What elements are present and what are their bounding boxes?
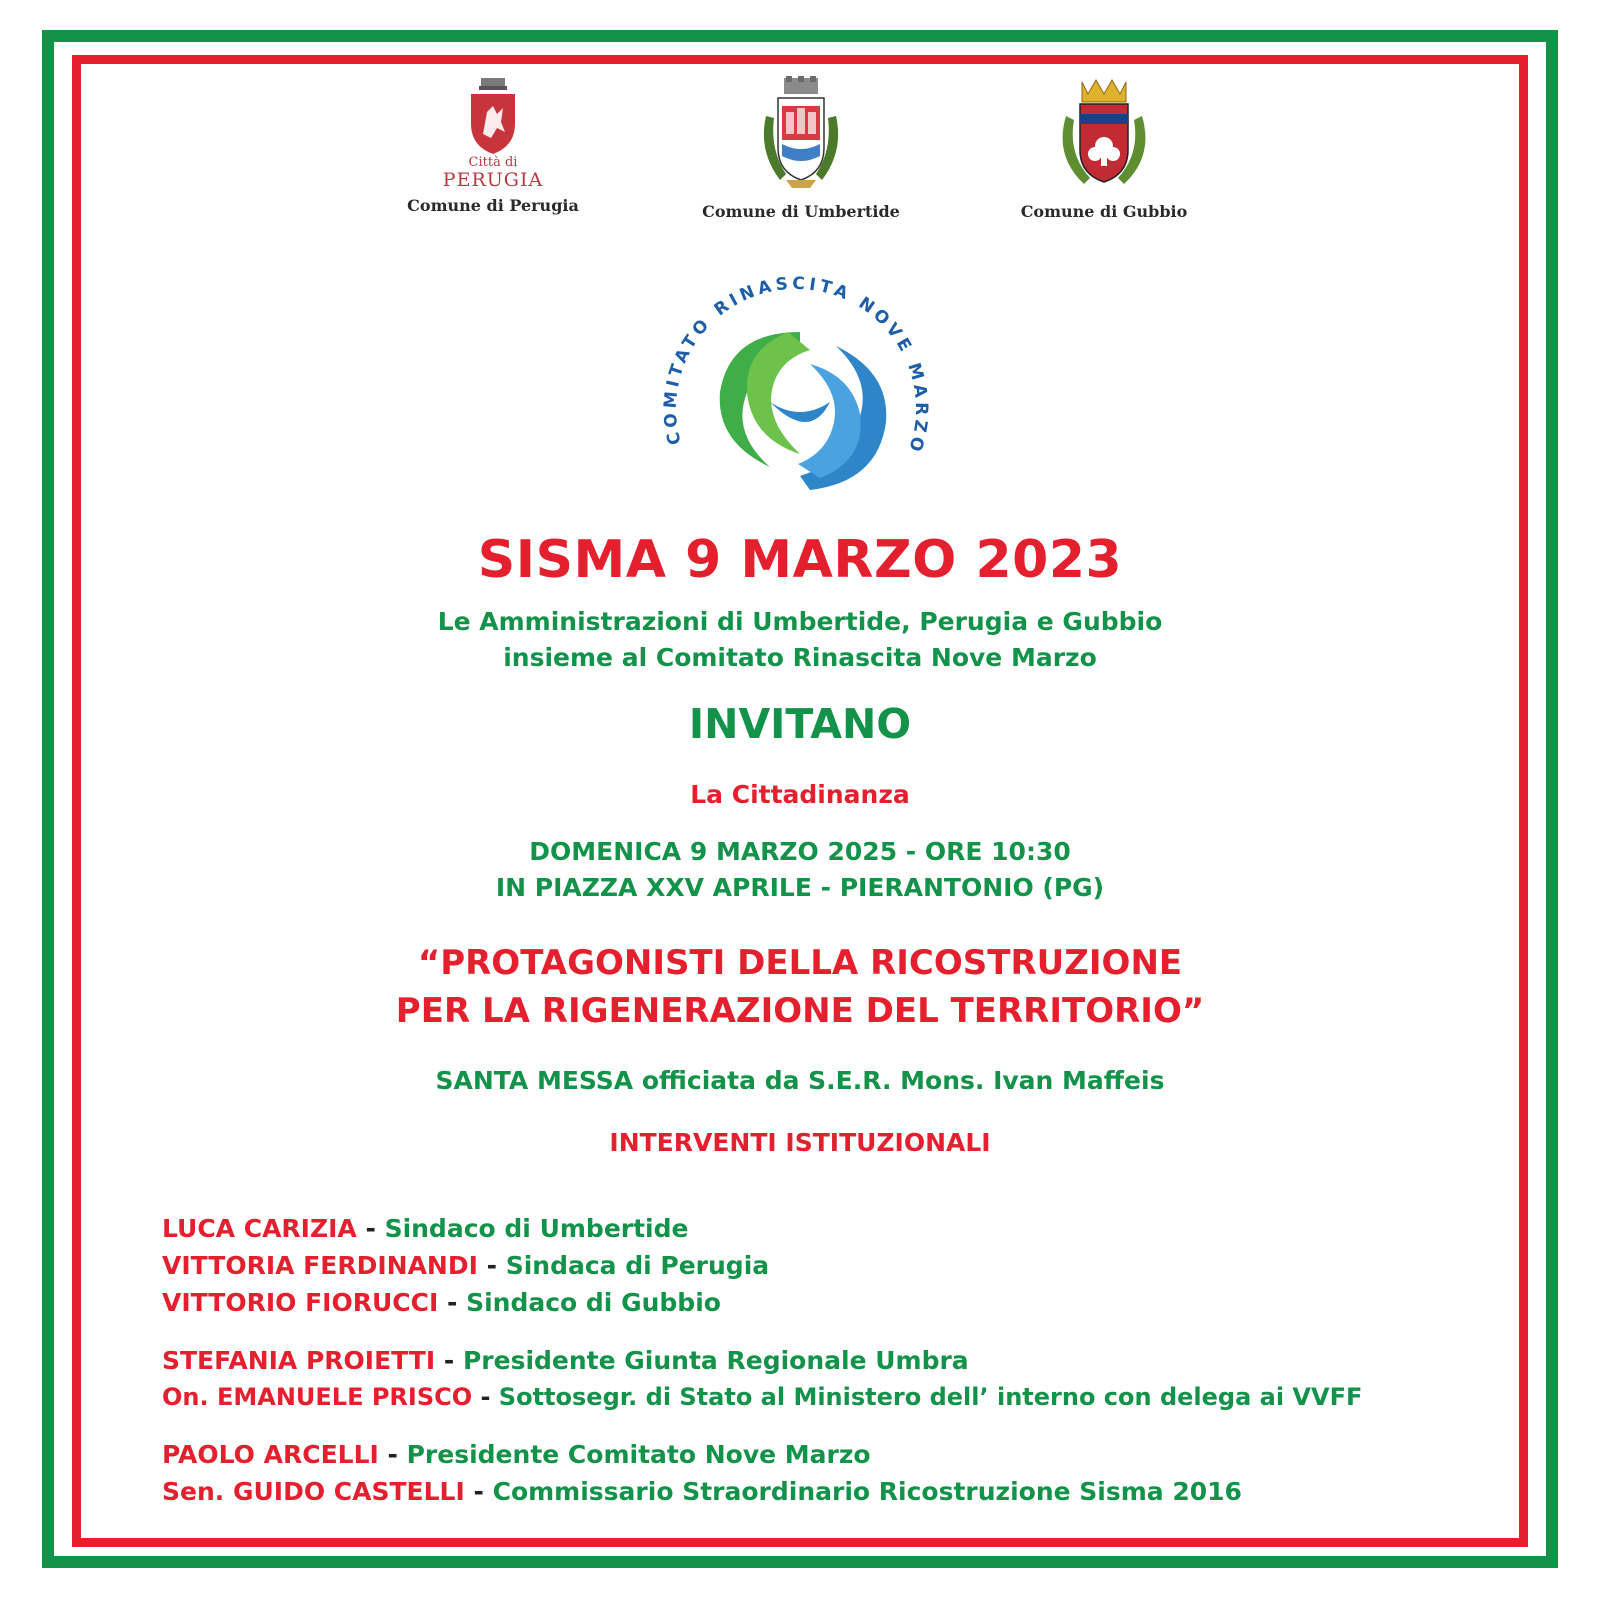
speaker-name: Sen. GUIDO CASTELLI	[162, 1477, 465, 1506]
invitano-heading: INVITANO	[688, 700, 912, 748]
speaker-name: On. EMANUELE PRISCO	[162, 1383, 473, 1411]
logo-gubbio	[984, 76, 1224, 221]
speaker-role: Commissario Straordinario Ricostruzione Sisma 2016	[492, 1477, 1242, 1506]
perugia-griffin-emblem-icon	[463, 76, 523, 156]
speaker-group-3	[162, 1436, 1522, 1510]
municipal-logos	[0, 76, 1600, 246]
speaker-role: Presidente Comitato Nove Marzo	[406, 1440, 871, 1469]
speaker-separator: -	[438, 1288, 467, 1317]
speaker-separator: -	[435, 1346, 463, 1375]
speaker-separator: -	[378, 1440, 407, 1469]
speaker-role: Sindaco di Gubbio	[466, 1288, 721, 1317]
speaker-role: Sindaco di Umbertide	[384, 1214, 689, 1243]
speaker-group-2	[162, 1342, 1522, 1416]
gubbio-coat-of-arms-icon	[1054, 76, 1154, 196]
speaker-role: Sindaca di Perugia	[505, 1251, 770, 1280]
subtitle-line-2: insieme al Comitato Rinascita Nove Marzo	[503, 643, 1097, 672]
comitato-ring-text: COMITATO RINASCITA NOVE MARZO	[660, 273, 932, 458]
speaker-role: Presidente Giunta Regionale Umbra	[462, 1346, 969, 1375]
comitato-swirl-logo-icon	[660, 272, 940, 512]
speaker-name: VITTORIO FIORUCCI	[162, 1288, 439, 1317]
perugia-emblem-text: PERUGIA	[442, 169, 544, 191]
speaker-name: STEFANIA PROIETTI	[162, 1346, 436, 1375]
interventi-heading: INTERVENTI ISTITUZIONALI	[609, 1128, 991, 1157]
speaker-name: VITTORIA FERDINANDI	[162, 1251, 478, 1280]
speaker-group-1	[162, 1210, 1522, 1321]
comitato-logo	[660, 272, 940, 512]
speaker-separator: -	[356, 1214, 385, 1243]
logo-umbertide	[681, 76, 921, 221]
speaker-separator: -	[472, 1383, 499, 1411]
speaker-name: LUCA CARIZIA	[162, 1214, 357, 1243]
date-line-2: IN PIAZZA XXV APRILE - PIERANTONIO (PG)	[495, 873, 1105, 902]
speaker-row	[162, 1284, 1522, 1321]
cittadinanza-text: La Cittadinanza	[690, 780, 910, 809]
logo-caption-umbertide: Comune di Umbertide	[702, 202, 900, 221]
quote-line-2: PER LA RIGENERAZIONE DEL TERRITORIO”	[395, 991, 1205, 1031]
speaker-row	[162, 1473, 1522, 1510]
speaker-row	[162, 1210, 1522, 1247]
speaker-row	[162, 1247, 1522, 1284]
logo-caption-gubbio: Comune di Gubbio	[1020, 202, 1188, 221]
speaker-row	[162, 1379, 1522, 1416]
speaker-separator: -	[464, 1477, 493, 1506]
quote-line-1: “PROTAGONISTI DELLA RICOSTRUZIONE	[417, 943, 1183, 983]
logo-caption-perugia: Comune di Perugia	[407, 196, 579, 215]
umbertide-coat-of-arms-icon	[756, 76, 846, 196]
perugia-emblem-small-text: Città di	[468, 155, 518, 170]
santa-messa-text: SANTA MESSA officiata da S.E.R. Mons. Ivan Maffeis	[435, 1066, 1165, 1095]
subtitle-line-1: Le Amministrazioni di Umbertide, Perugia e Gubbio	[437, 607, 1163, 636]
speaker-row	[162, 1436, 1522, 1473]
speaker-row	[162, 1342, 1522, 1379]
speaker-role: Sottosegr. di Stato al Ministero dell’ interno con delega ai VVFF	[498, 1383, 1363, 1411]
svg-text:COMITATO RINASCITA NOVE MARZO	[661, 274, 932, 458]
speaker-name: PAOLO ARCELLI	[162, 1440, 379, 1469]
event-title: SISMA 9 MARZO 2023	[477, 530, 1123, 590]
speaker-separator: -	[477, 1251, 506, 1280]
logo-perugia	[373, 76, 613, 215]
date-line-1: DOMENICA 9 MARZO 2025 - ORE 10:30	[529, 837, 1071, 866]
